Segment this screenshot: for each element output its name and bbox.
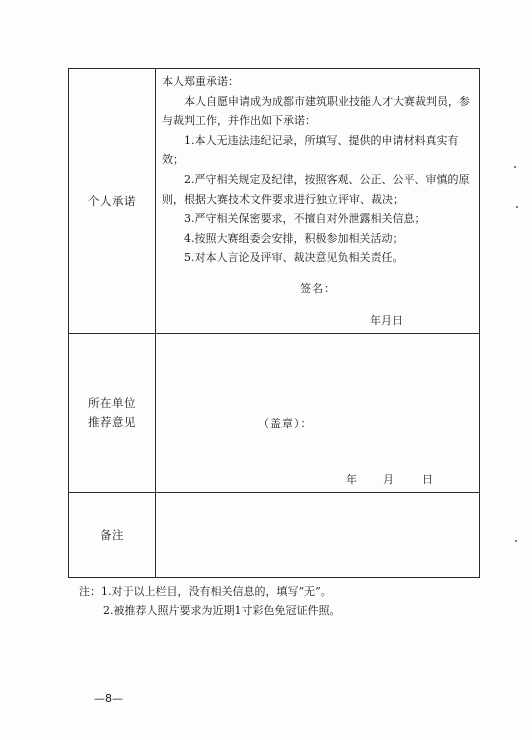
pledge-item-3: 3.严守相关保密要求，不擅自对外泄露相关信息； [184,212,426,226]
pledge-heading: 本人郑重承诺： [162,75,239,88]
note-2: 2.被推荐人照片要求为近期1寸彩色免冠证件照。 [103,604,341,617]
opinion-label-line1: 所在单位 [88,396,136,410]
note-1: 注：1.对于以上栏目，没有相关信息的，填写“无”。 [79,585,332,598]
opinion-cell [156,334,480,493]
signature-label: 签名： [300,282,336,295]
pledge-item-1: 1.本人无违法违纪记录，所填写、提供的申请材料真实有效； [162,133,459,167]
seal-label: （盖章）： [258,417,313,430]
pledge-cell [156,69,480,334]
opinion-date-day: 日 [422,473,433,486]
opinion-label [69,334,156,493]
footnotes [79,582,341,620]
opinion-date [346,470,433,490]
opinion-date-month: 月 [383,473,394,486]
pledge-row [69,69,480,334]
remark-cell [156,493,480,578]
pledge-intro: 本人自愿申请成为成都市建筑职业技能人才大赛裁判员，参与裁判工作，并作出如下承诺： [162,94,470,128]
application-form-table [68,68,480,578]
scan-speck [516,206,518,208]
remark-label: 备注 [69,493,156,578]
remark-row [69,493,480,578]
pledge-item-5: 5.对本人言论及评审、裁决意见负相关责任。 [184,251,404,265]
pledge-item-2: 2.严守相关规定及纪律，按照客观、公正、公平、审慎的原则，根据大赛技术文件要求进行独立评审、裁决； [162,172,470,206]
opinion-row [69,334,480,493]
opinion-date-year: 年 [346,473,357,486]
page-number: —8— [94,692,123,705]
pledge-item-4: 4.按照大赛组委会安排，积极参加相关活动； [184,231,404,245]
opinion-label-line2: 推荐意见 [88,415,136,429]
scan-speck [514,166,516,168]
pledge-label: 个人承诺 [69,69,156,334]
scan-speck [515,540,517,542]
pledge-date-label: 年月日 [370,314,403,327]
